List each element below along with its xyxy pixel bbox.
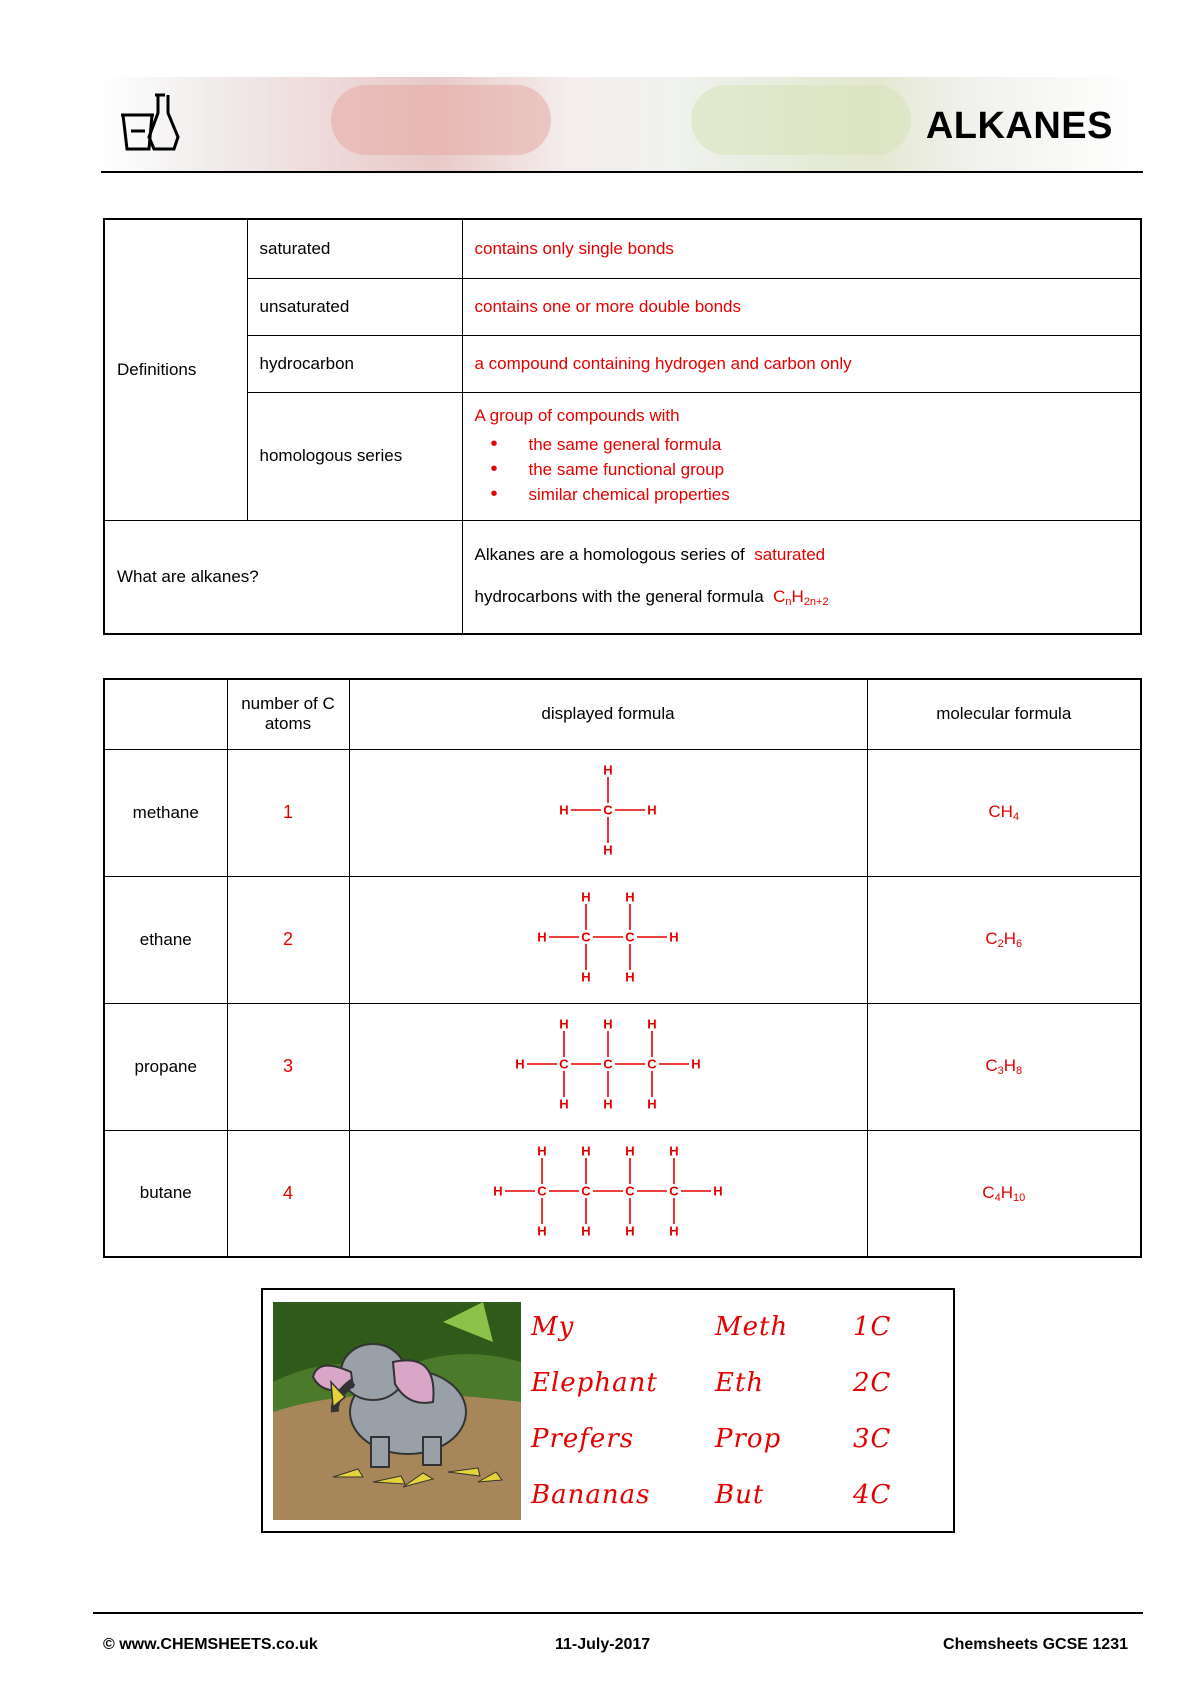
- structural-formula-diagram: [488, 760, 728, 860]
- alkane-name: butane: [104, 1130, 227, 1257]
- mf-c: C: [982, 1182, 995, 1202]
- mf-hsub: 10: [1012, 1191, 1026, 1204]
- footer-reference: Chemsheets GCSE 1231: [943, 1636, 1128, 1653]
- answer-line-1: [475, 545, 1129, 565]
- hydrogen-atom: H: [647, 1096, 657, 1112]
- hydrogen-atom: H: [603, 1096, 613, 1112]
- hydrogen-atom: H: [603, 762, 613, 778]
- header-banner: [101, 77, 1143, 173]
- hydrogen-atom: H: [713, 1183, 723, 1199]
- hydrogen-atom: H: [581, 1143, 591, 1159]
- answer-prefix: Alkanes are a homologous series of: [474, 545, 745, 565]
- displayed-formula: [349, 749, 867, 876]
- mnemonic-prefix: But: [715, 1480, 765, 1510]
- hydrogen-atom: H: [625, 1223, 635, 1239]
- hydrogen-atom: H: [625, 1143, 635, 1159]
- mnemonic-prefix: Prop: [715, 1424, 782, 1454]
- hydrogen-atom: H: [581, 1223, 591, 1239]
- structural-formula-diagram: [488, 1141, 728, 1241]
- mnemonic-count: 2C: [853, 1368, 892, 1398]
- mf-c: C: [985, 929, 998, 948]
- mnemonic-count: 1C: [853, 1312, 892, 1342]
- hydrogen-atom: H: [493, 1183, 503, 1199]
- carbon-atom: C: [625, 1183, 635, 1199]
- general-formula: [773, 587, 829, 609]
- list-item: • the same general formula: [529, 432, 1129, 457]
- carbon-atom: C: [603, 1056, 613, 1072]
- table-row: [104, 392, 1141, 520]
- hydrogen-atom: H: [537, 1143, 547, 1159]
- footer-divider: [93, 1612, 1143, 1614]
- mnemonic-prefix: Eth: [715, 1368, 765, 1398]
- formula-h: H: [791, 587, 804, 607]
- mf-c: CH: [988, 802, 1013, 821]
- hydrogen-atom: H: [559, 1016, 569, 1032]
- hydrogen-atom: H: [603, 1016, 613, 1032]
- table-row: [104, 749, 1141, 876]
- carbon-atom: C: [603, 802, 613, 818]
- term-cell: saturated: [247, 219, 462, 278]
- answer-line-2: [475, 587, 1129, 608]
- carbon-atom: C: [669, 1183, 679, 1199]
- banner-decoration: [331, 85, 551, 155]
- table-header-row: [104, 679, 1141, 749]
- carbon-atom: C: [581, 1183, 591, 1199]
- definition-cell: contains one or more double bonds: [462, 278, 1141, 335]
- molecular-formula: [867, 876, 1141, 1003]
- carbon-atom: C: [647, 1056, 657, 1072]
- answer-cell: [462, 520, 1141, 634]
- definitions-table: [103, 218, 1142, 635]
- hydrogen-atom: H: [559, 802, 569, 818]
- mf-csub: 2: [997, 938, 1004, 950]
- table-row: [104, 278, 1141, 335]
- carbon-atom: C: [559, 1056, 569, 1072]
- table-row: [104, 520, 1141, 634]
- hydrogen-atom: H: [669, 1223, 679, 1239]
- displayed-formula: [349, 1003, 867, 1130]
- carbon-count: 2: [227, 876, 349, 1003]
- hydrogen-atom: H: [669, 929, 679, 945]
- mf-hsub: 4: [1012, 811, 1020, 823]
- list-item: • the same functional group: [529, 457, 1129, 482]
- hydrogen-atom: H: [691, 1056, 701, 1072]
- definitions-label: Definitions: [104, 219, 247, 520]
- carbon-count: 4: [227, 1130, 349, 1257]
- header-cell: [104, 679, 227, 749]
- table-row: [104, 335, 1141, 392]
- mnemonic-count: 3C: [853, 1424, 892, 1454]
- header-cell: molecular formula: [867, 679, 1141, 749]
- hydrogen-atom: H: [581, 889, 591, 905]
- hydrogen-atom: H: [537, 929, 547, 945]
- hydrogen-atom: H: [669, 1143, 679, 1159]
- page-title: ALKANES: [925, 105, 1113, 147]
- formula-c: C: [773, 587, 786, 607]
- footer-copyright: © www.CHEMSHEETS.co.uk: [103, 1636, 318, 1653]
- hydrogen-atom: H: [581, 969, 591, 985]
- molecular-formula: [867, 1130, 1141, 1257]
- definition-cell: contains only single bonds: [462, 219, 1141, 278]
- lab-glassware-icon: [119, 91, 183, 153]
- table-row: [104, 876, 1141, 1003]
- term-cell: homologous series: [247, 392, 462, 520]
- hydrogen-atom: H: [625, 889, 635, 905]
- header-cell: number of C atoms: [227, 679, 349, 749]
- term-cell: unsaturated: [247, 278, 462, 335]
- hydrogen-atom: H: [559, 1096, 569, 1112]
- table-row: [104, 219, 1141, 278]
- alkane-name: propane: [104, 1003, 227, 1130]
- mf-csub: 3: [997, 1065, 1004, 1077]
- carbon-count: 3: [227, 1003, 349, 1130]
- answer-saturated: saturated: [754, 545, 826, 565]
- mnemonic-prefix: Meth: [715, 1312, 789, 1342]
- structural-formula-diagram: [488, 1014, 728, 1114]
- mnemonic-box: [261, 1288, 955, 1533]
- mf-h: H: [1000, 1182, 1013, 1202]
- mnemonic-word: Prefers: [531, 1424, 635, 1454]
- definition-cell: a compound containing hydrogen and carbon only: [462, 335, 1141, 392]
- homologous-bullets: [475, 432, 1129, 507]
- mf-c: C: [985, 1056, 998, 1075]
- header-cell: displayed formula: [349, 679, 867, 749]
- mf-hsub: 8: [1016, 1065, 1023, 1077]
- elephant-illustration: [273, 1302, 521, 1520]
- mnemonic-count: 4C: [853, 1480, 892, 1510]
- mf-h: H: [1003, 929, 1017, 948]
- answer-prefix: hydrocarbons with the general formula: [474, 587, 764, 607]
- hydrogen-atom: H: [647, 802, 657, 818]
- molecular-formula: [867, 749, 1141, 876]
- carbon-count: 1: [227, 749, 349, 876]
- alkane-name: ethane: [104, 876, 227, 1003]
- table-row: [104, 1130, 1141, 1257]
- hydrogen-atom: H: [625, 969, 635, 985]
- table-row: [104, 1003, 1141, 1130]
- banner-decoration: [691, 85, 911, 155]
- mf-h: H: [1003, 1056, 1017, 1075]
- displayed-formula: [349, 1130, 867, 1257]
- formula-sub: 2n+2: [803, 596, 829, 609]
- mnemonic-word: Elephant: [531, 1368, 658, 1398]
- mf-hsub: 6: [1016, 938, 1023, 950]
- mnemonic-word: My: [531, 1312, 575, 1342]
- structural-formula-diagram: [488, 887, 728, 987]
- displayed-formula: [349, 876, 867, 1003]
- carbon-atom: C: [537, 1183, 547, 1199]
- footer-date: 11-July-2017: [555, 1636, 651, 1653]
- homologous-intro: A group of compounds with: [474, 405, 680, 425]
- molecular-formula: [867, 1003, 1141, 1130]
- definition-cell: [462, 392, 1141, 520]
- term-cell: hydrocarbon: [247, 335, 462, 392]
- mf-csub: 4: [994, 1191, 1001, 1204]
- question-cell: What are alkanes?: [104, 520, 462, 634]
- hydrogen-atom: H: [647, 1016, 657, 1032]
- carbon-atom: C: [581, 929, 591, 945]
- alkane-name: methane: [104, 749, 227, 876]
- formula-n: n: [785, 596, 792, 609]
- carbon-atom: C: [625, 929, 635, 945]
- hydrogen-atom: H: [603, 842, 613, 858]
- hydrogen-atom: H: [537, 1223, 547, 1239]
- alkanes-table: [103, 678, 1142, 1258]
- hydrogen-atom: H: [515, 1056, 525, 1072]
- list-item: • similar chemical properties: [529, 482, 1129, 507]
- mnemonic-word: Bananas: [531, 1480, 651, 1510]
